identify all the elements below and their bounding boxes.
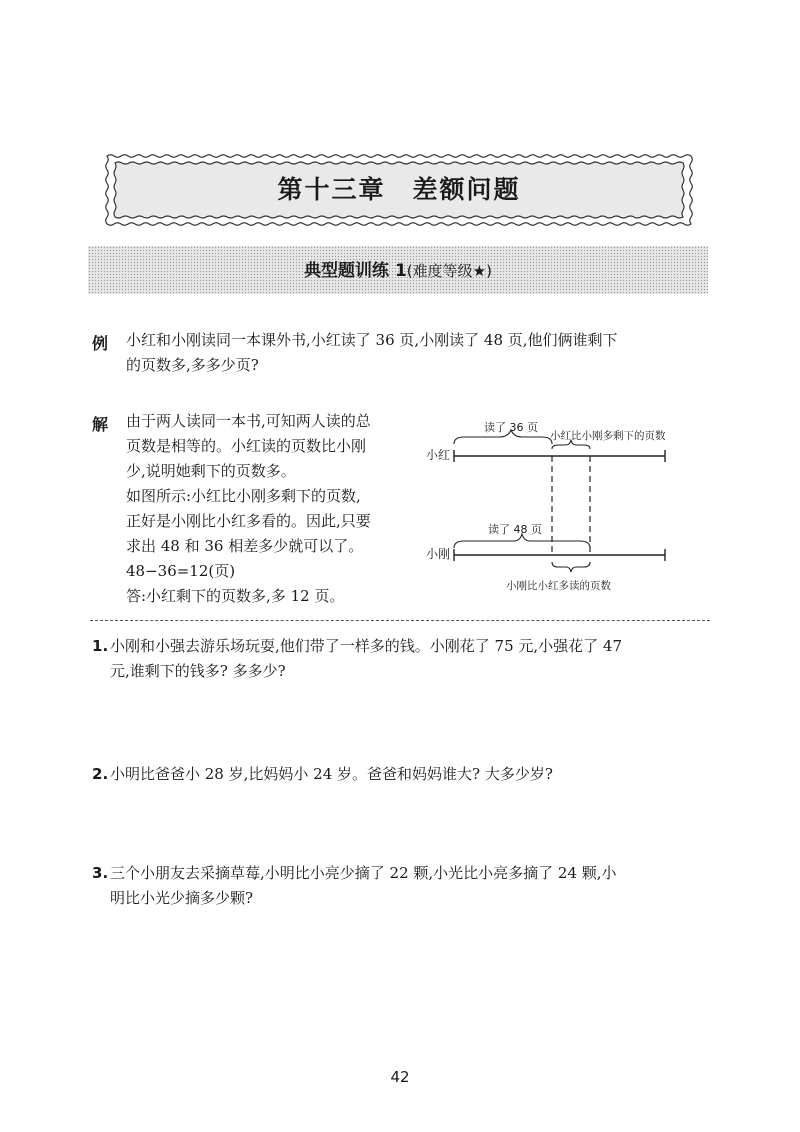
question-line: 明比小光少摘多少颗? — [110, 889, 254, 907]
section-banner — [88, 246, 708, 294]
example-line: 小红和小刚读同一本课外书,小红读了 36 页,小刚读了 48 页,他们俩谁剩下 — [126, 331, 618, 349]
solution-label: 解 — [92, 415, 109, 434]
question-line: 小刚和小强去游乐场玩耍,他们带了一样多的钱。小刚花了 75 元,小强花了 47 — [110, 637, 623, 655]
row2-read-brace — [454, 534, 590, 548]
question-number-value: 3 — [92, 864, 103, 882]
diagram-row1-extra: 小红比小刚多剩下的页数 — [550, 430, 666, 442]
chapter-banner — [103, 152, 695, 228]
solution-line: 求出 48 和 36 相差多少就可以了。 — [126, 537, 364, 555]
segment-diagram — [418, 412, 708, 602]
question-line: 小明比爸爸小 28 岁,比妈妈小 24 岁。爸爸和妈妈谁大? 大多少岁? — [110, 765, 553, 783]
section-title — [88, 246, 708, 294]
chapter-title: 第十三章 差额问题 — [277, 175, 521, 204]
difficulty-label: (难度等级★) — [406, 262, 492, 280]
question-3-text — [110, 861, 710, 911]
solution-line: 页数是相等的。小红读的页数比小刚 — [126, 437, 367, 455]
solution-line: 答:小红剩下的页数多,多 12 页。 — [126, 587, 345, 605]
example-line: 的页数多,多多少页? — [126, 356, 259, 374]
solution-line: 48−36=12(页) — [126, 562, 236, 580]
diagram-row1-read: 读了 36 页 — [484, 421, 538, 434]
solution-line: 如图所示:小红比小刚多剩下的页数, — [126, 487, 361, 505]
question-line: 元,谁剩下的钱多? 多多少? — [110, 662, 286, 680]
question-number-value: 1 — [92, 637, 103, 655]
section-name: 典型题训练 1 — [304, 261, 407, 281]
solution-text — [126, 409, 426, 609]
example-label: 例 — [92, 334, 109, 353]
diagram-row2-extra: 小刚比小红多读的页数 — [506, 580, 611, 592]
solution-line: 少,说明她剩下的页数多。 — [126, 462, 296, 480]
diagram-row2-read: 读了 48 页 — [488, 523, 542, 536]
example-text — [126, 328, 716, 378]
question-number: 3. — [92, 864, 109, 882]
page-number: 42 — [390, 1068, 410, 1086]
question-line: 三个小朋友去采摘草莓,小明比小亮少摘了 22 颗,小光比小亮多摘了 24 颗,小 — [110, 864, 617, 882]
question-2-text — [110, 762, 710, 787]
row2-extra-brace — [552, 562, 590, 572]
question-number: 1. — [92, 637, 109, 655]
diagram-row1-name: 小红 — [426, 448, 451, 462]
question-1-text — [110, 634, 710, 684]
dashed-divider — [90, 620, 710, 621]
diagram-row2-name: 小刚 — [426, 547, 451, 561]
question-number-value: 2 — [92, 765, 103, 783]
solution-line: 正好是小刚比小红多看的。因此,只要 — [126, 512, 371, 530]
solution-line: 由于两人读同一本书,可知两人读的总 — [126, 412, 371, 430]
question-number: 2. — [92, 765, 109, 783]
